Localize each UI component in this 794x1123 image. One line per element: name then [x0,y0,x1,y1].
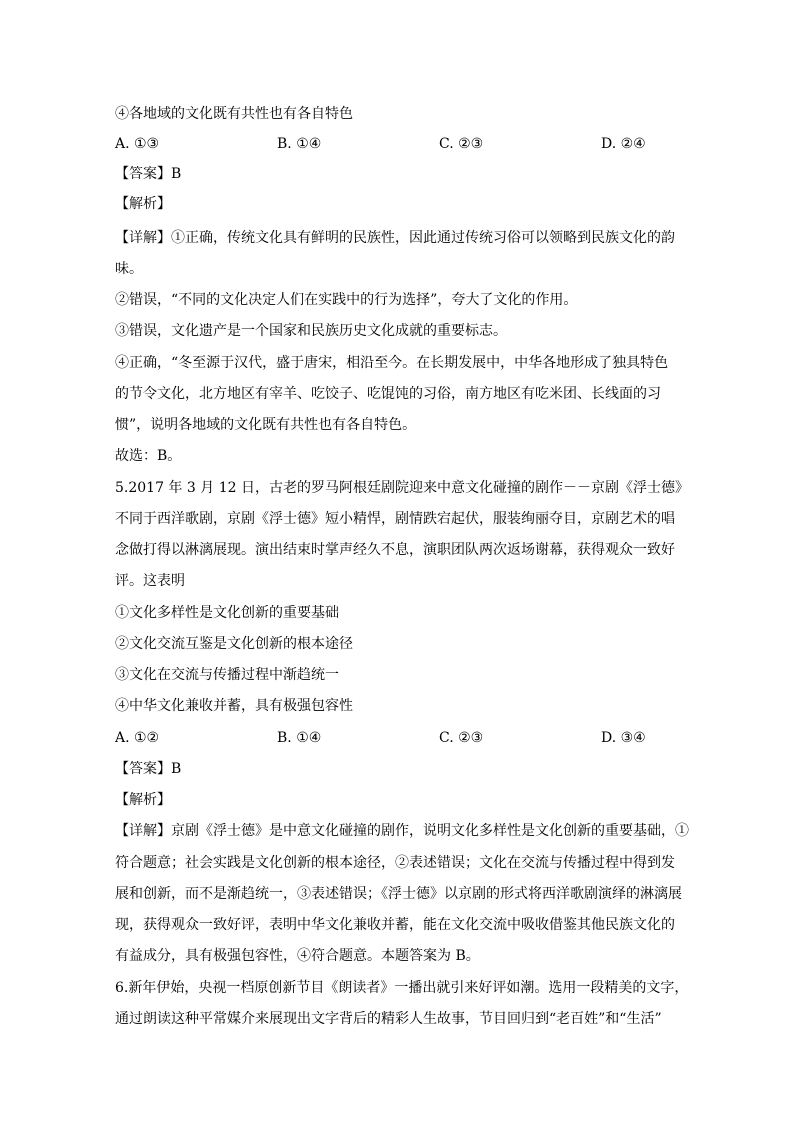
q5-item-4: ④中华文化兼收并蓄，具有极强包容性 [115,698,353,714]
q4-answer: 【答案】B [115,166,182,182]
q4-detail-line: 惯”，说明各地域的文化既有共性也有各自特色。 [115,417,417,433]
q5-detail-line: 【详解】京剧《浮士德》是中意文化碰撞的剧作，说明文化多样性是文化创新的重要基础，① [115,823,689,839]
q5-item-3: ③文化在交流与传播过程中渐趋统一 [115,667,339,683]
q6-stem-line: 通过朗读这种平常媒介来展现出文字背后的精彩人生故事，节目回归到“老百姓”和“生活” [115,1011,662,1027]
q5-option-a: A. ①② [115,730,160,746]
q5-options [115,728,685,748]
q4-detail-line: 味。 [115,261,143,277]
q4-detail-line: ③错误，文化遗产是一个国家和民族历史文化成就的重要标志。 [115,323,507,339]
q4-option-c: C. ②③ [439,136,484,152]
q5-option-b: B. ①④ [277,730,322,746]
q4-option-d: D. ②④ [601,136,646,152]
q4-detail-line: ②错误，“不同的文化决定人们在实践中的行为选择”，夸大了文化的作用。 [115,292,578,308]
q5-stem-line: 不同于西洋歌剧，京剧《浮士德》短小精悍，剧情跌宕起伏，服装绚丽夺目，京剧艺术的唱 [115,511,675,527]
q5-item-2: ②文化交流互鉴是文化创新的根本途径 [115,636,353,652]
q5-stem-line: 念做打得以淋漓展现。演出结束时掌声经久不息，演职团队两次返场谢幕，获得观众一致好 [115,542,675,558]
q4-detail-line: ④正确，“冬至源于汉代，盛于唐宋，相沿至今。在长期发展中，中华各地形成了独具特色 [115,355,669,371]
q5-detail-line: 现，获得观众一致好评，表明中华文化兼收并蓄，能在文化交流中吸收借鉴其他民族文化的 [115,917,675,933]
q4-conclusion: 故选：B。 [115,448,182,464]
q4-detail-line: 【详解】①正确，传统文化具有鲜明的民族性，因此通过传统习俗可以领略到民族文化的韵 [115,230,675,246]
q6-stem-line: 6.新年伊始，央视一档原创新节目《朗读者》一播出就引来好评如潮。选用一段精美的文字， [115,980,689,996]
q5-stem-line: 评。这表明 [115,573,185,589]
q5-detail-line: 符合题意；社会实践是文化创新的根本途径，②表述错误；文化在交流与传播过程中得到发 [115,855,675,871]
q5-analysis-heading: 【解析】 [115,792,171,808]
q4-item-4: ④各地域的文化既有共性也有各自特色 [115,106,353,122]
q4-analysis-heading: 【解析】 [115,196,171,212]
q4-option-a: A. ①③ [115,136,160,152]
q5-option-c: C. ②③ [439,730,484,746]
q5-detail-line: 展和创新，而不是渐趋统一，③表述错误；《浮士德》以京剧的形式将西洋歌剧演绎的淋漓展 [115,886,682,902]
q5-option-d: D. ③④ [601,730,646,746]
q4-detail-line: 的节令文化，北方地区有宰羊、吃饺子、吃馄饨的习俗，南方地区有吃米团、长线面的习 [115,386,661,402]
q4-option-b: B. ①④ [277,136,322,152]
q4-options [115,134,685,154]
q5-detail-line: 有益成分，具有极强包容性，④符合题意。本题答案为 B。 [115,948,480,964]
q5-answer: 【答案】B [115,761,182,777]
q5-stem-line: 5.2017 年 3 月 12 日，古老的罗马阿根廷剧院迎来中意文化碰撞的剧作－－京剧《浮士德》 [115,480,689,496]
q5-item-1: ①文化多样性是文化创新的重要基础 [115,605,339,621]
